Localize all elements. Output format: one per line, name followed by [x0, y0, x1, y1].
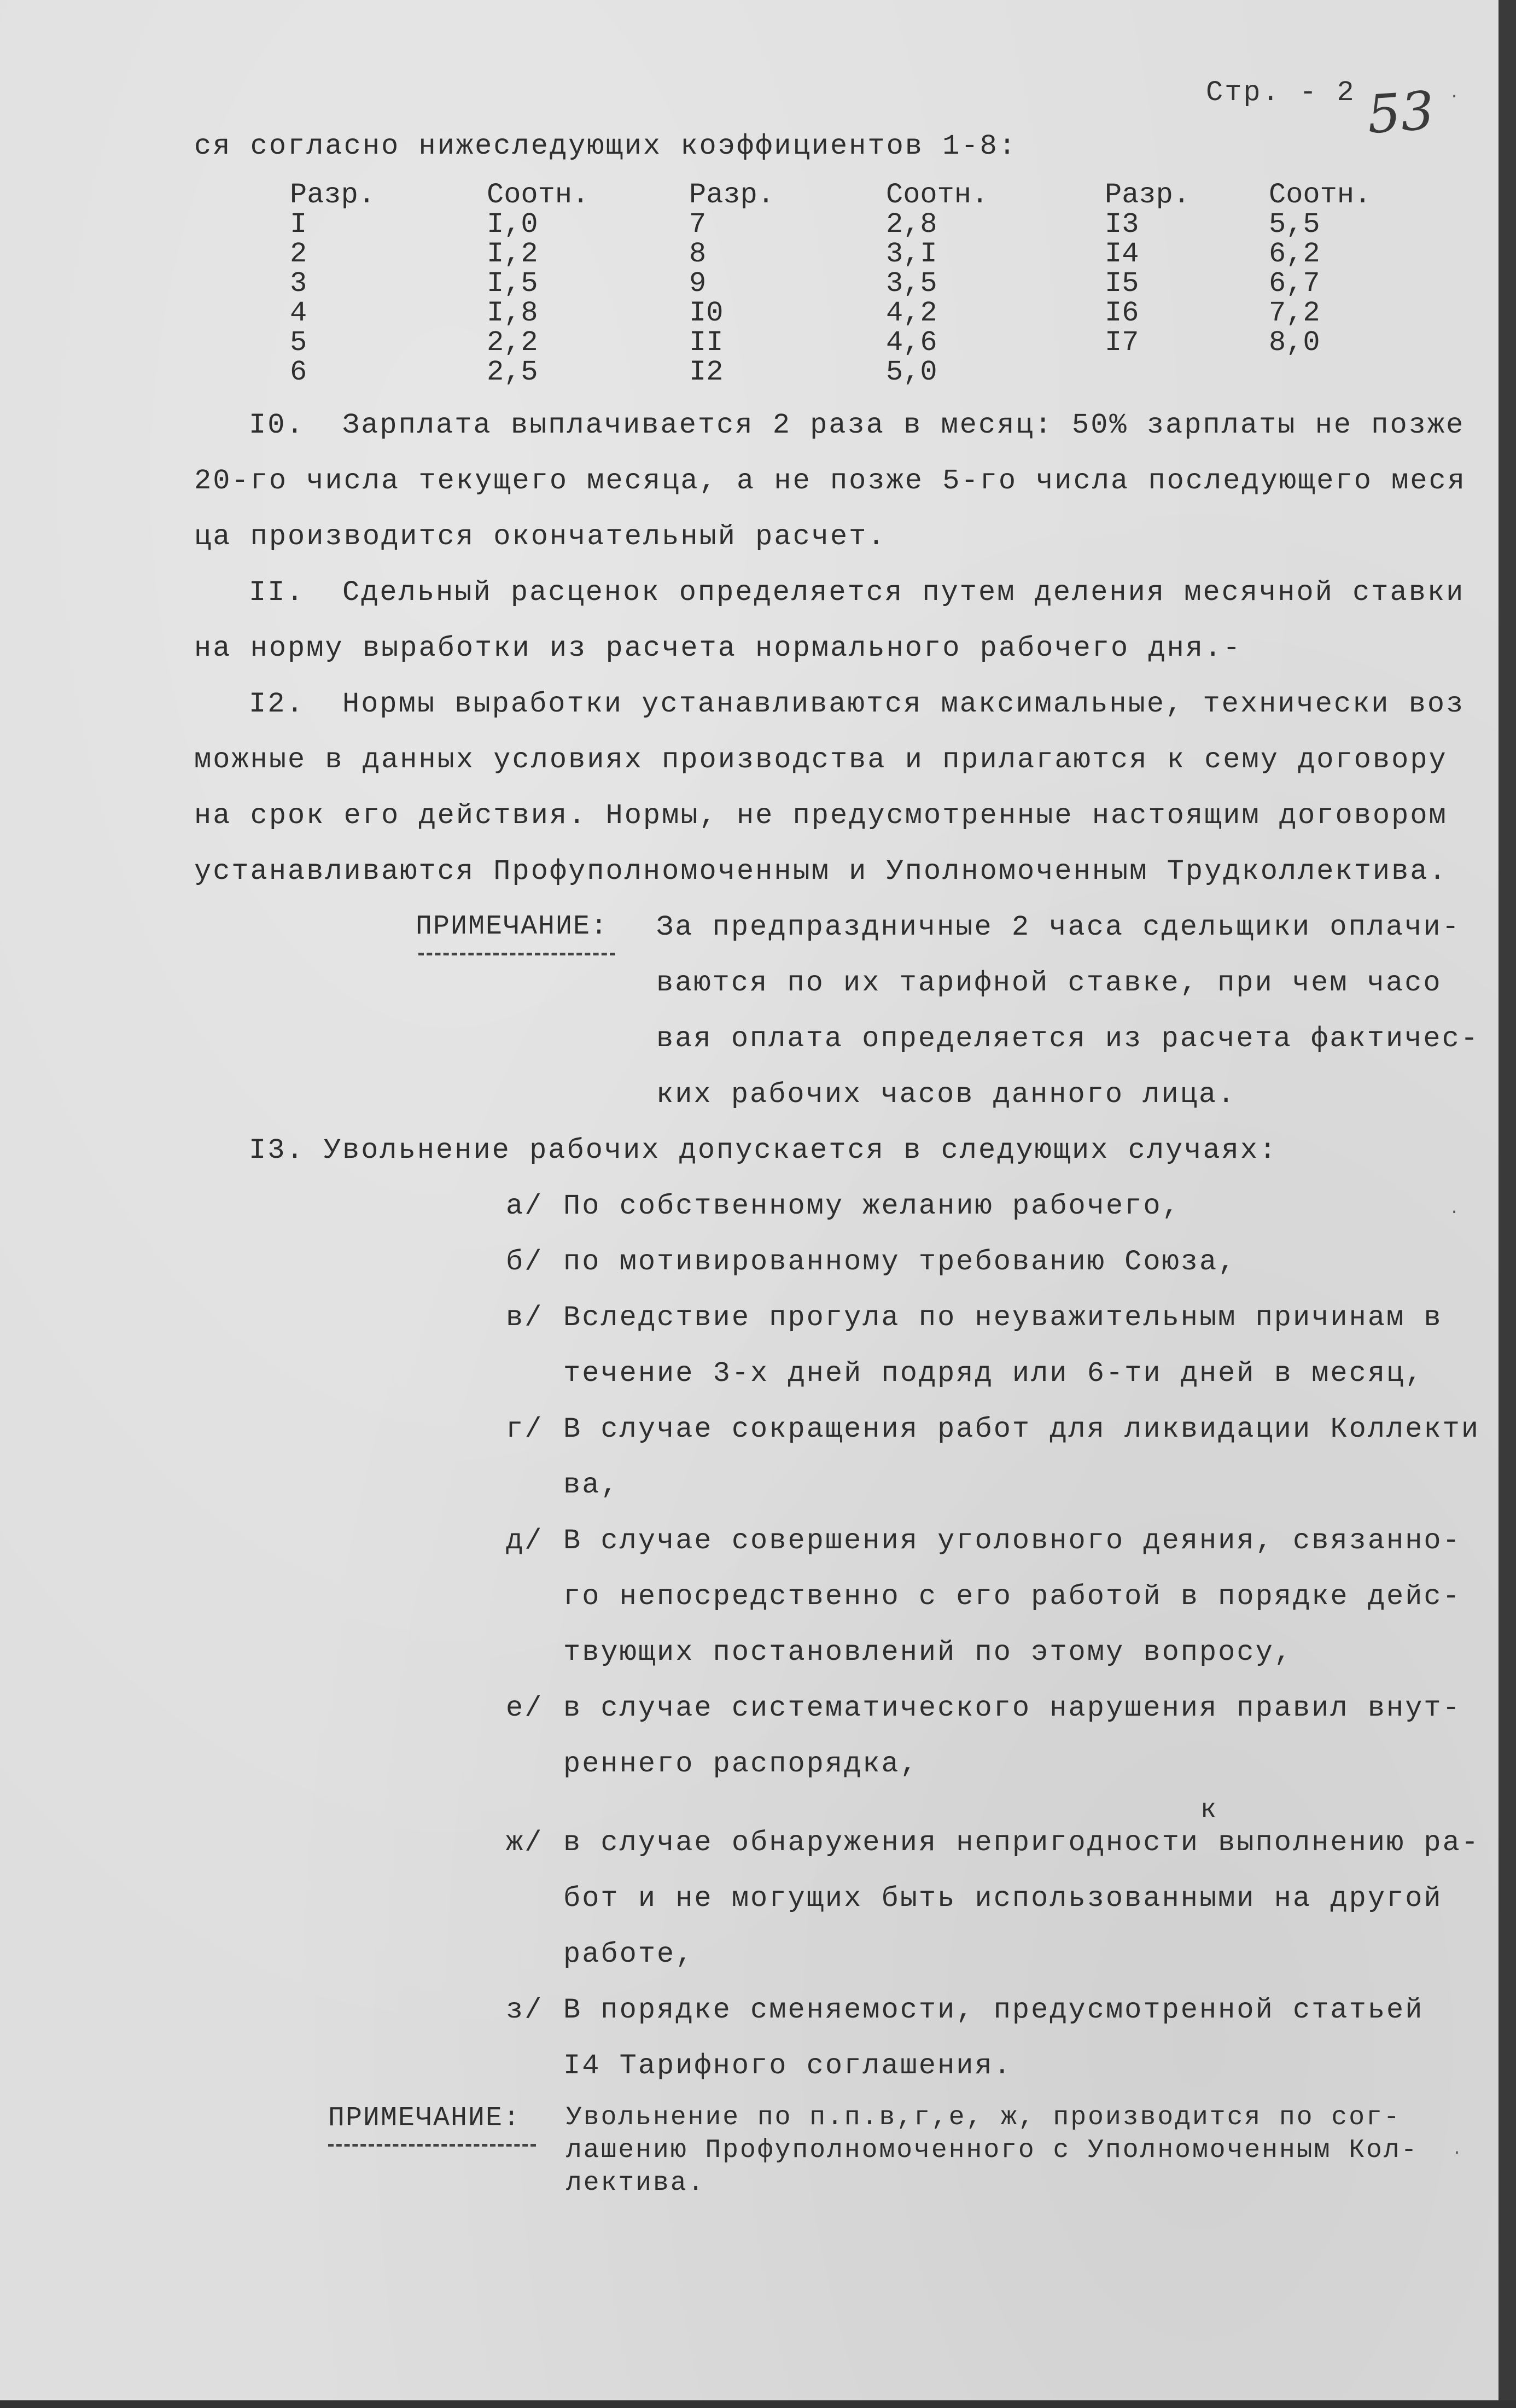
- table-cell: 2,5: [487, 356, 538, 388]
- table-cell: 5: [290, 326, 307, 359]
- col-header-grade: Разр.: [290, 179, 376, 211]
- table-cell: [1105, 358, 1269, 387]
- list-item-marker: е/: [506, 1692, 544, 1724]
- section-13-title: I3. Увольнение рабочих допускается в следующих случаях:: [249, 1134, 1278, 1167]
- list-item-marker: д/: [506, 1525, 544, 1557]
- table-cell: 5,5: [1269, 208, 1320, 241]
- text-line: вая оплата определяется из расчета фактичес-: [656, 1023, 1480, 1055]
- table-cell: 3,5: [886, 267, 937, 300]
- list-item-text: течение 3-х дней подряд или 6-ти дней в месяц,: [563, 1357, 1424, 1390]
- table-cell: 6,2: [1269, 238, 1320, 270]
- text-line: ваются по их тарифной ставке, при чем часо: [656, 967, 1442, 999]
- table-cell: I,8: [487, 297, 538, 329]
- table-cell: I0: [689, 297, 724, 329]
- table-cell: 9: [689, 267, 707, 300]
- table-row: [290, 358, 1378, 387]
- registration-mark: ·: [1452, 2144, 1462, 2162]
- col-header-grade: Разр.: [689, 179, 775, 211]
- note-underline: [328, 2144, 536, 2147]
- table-cell: 8,0: [1269, 326, 1320, 359]
- note-label: ПРИМЕЧАНИЕ:: [328, 2103, 521, 2134]
- table-cell: 3: [290, 267, 307, 300]
- note-underline: [418, 953, 615, 955]
- table-cell: 4,6: [886, 326, 937, 359]
- table-cell: 4: [290, 297, 307, 329]
- registration-mark: ·: [1449, 1203, 1460, 1222]
- list-item-text: Вследствие прогула по неуважительным причинам в: [563, 1302, 1443, 1334]
- text-line: ких рабочих часов данного лица.: [656, 1078, 1237, 1111]
- list-item-text: работе,: [563, 1938, 695, 1970]
- table-cell: II: [689, 326, 724, 359]
- scan-border-right: [1498, 0, 1516, 2408]
- col-header-ratio: Соотн.: [886, 179, 989, 211]
- list-item-marker: з/: [506, 1994, 544, 2026]
- handwritten-insert: к: [1200, 1795, 1218, 1825]
- table-cell: I: [290, 208, 307, 241]
- text-line: на срок его действия. Нормы, не предусмотренные настоящим договором: [194, 800, 1448, 832]
- table-cell: I,2: [487, 238, 538, 270]
- text-line: можные в данных условиях производства и прилагаются к сему договору: [194, 744, 1448, 776]
- text-line: II. Сдельный расценок определяется путем деления месячной ставки: [249, 576, 1465, 609]
- table-row: [290, 210, 1378, 240]
- list-item-text: реннего распорядка,: [563, 1748, 919, 1780]
- list-item-text: По собственному желанию рабочего,: [563, 1190, 1181, 1222]
- text-line: 20-го числа текущего месяца, а не позже 5-го числа последующего меся: [194, 465, 1466, 497]
- list-item-text: твующих постановлений по этому вопросу,: [563, 1636, 1293, 1669]
- table-cell: 2: [290, 238, 307, 270]
- table-cell: I,0: [487, 208, 538, 241]
- table-cell: 4,2: [886, 297, 937, 329]
- text-line: I2. Нормы выработки устанавливаются максимальные, технически воз: [249, 688, 1465, 720]
- table-cell: 2,8: [886, 208, 937, 241]
- table-cell: I3: [1105, 208, 1139, 241]
- page-label: Стр. - 2: [1206, 77, 1356, 109]
- text-line: лектива.: [566, 2168, 705, 2198]
- table-cell: I4: [1105, 238, 1139, 270]
- table-cell: I,5: [487, 267, 538, 300]
- list-item-text: по мотивированному требованию Союза,: [563, 1246, 1237, 1278]
- table-cell: 3,I: [886, 238, 937, 270]
- list-item-text: бот и не могущих быть использованными на другой: [563, 1882, 1443, 1915]
- text-line: устанавливаются Профуполномоченным и Уполномоченным Трудколлектива.: [194, 855, 1448, 888]
- list-item-text: в случае систематического нарушения правил внут-: [563, 1692, 1461, 1724]
- handwritten-page-number: 53: [1365, 79, 1436, 146]
- col-header-ratio: Соотн.: [487, 179, 590, 211]
- table-cell: 7: [689, 208, 707, 241]
- col-header-ratio: Соотн.: [1269, 179, 1372, 211]
- list-item-text: в случае обнаружения непригодности выполнению ра-: [563, 1827, 1480, 1859]
- table-row: [290, 299, 1378, 328]
- table-cell: 8: [689, 238, 707, 270]
- list-item-marker: в/: [506, 1302, 544, 1334]
- table-cell: 7,2: [1269, 297, 1320, 329]
- table-header-row: [290, 180, 1378, 210]
- list-item-marker: б/: [506, 1246, 544, 1278]
- intro-line: ся согласно нижеследующих коэффициентов 1-8:: [194, 130, 1018, 162]
- table-cell: I2: [689, 356, 724, 388]
- list-item-text: В случае сокращения работ для ликвидации Коллекти: [563, 1413, 1480, 1445]
- table-cell: 2,2: [487, 326, 538, 359]
- note-label: ПРИМЕЧАНИЕ:: [416, 911, 609, 942]
- text-line: За предпраздничные 2 часа сдельщики оплачи-: [656, 911, 1461, 943]
- table-cell: 6,7: [1269, 267, 1320, 300]
- table-row: [290, 269, 1378, 299]
- list-item-marker: а/: [506, 1190, 544, 1222]
- text-line: на норму выработки из расчета нормального рабочего дня.-: [194, 632, 1242, 664]
- text-line: лашению Профуполномоченного с Уполномоченным Кол-: [566, 2136, 1419, 2165]
- table-cell: [1269, 358, 1378, 387]
- list-item-marker: ж/: [506, 1827, 544, 1859]
- list-item-text: ва,: [563, 1469, 620, 1501]
- list-item-text: го непосредственно с его работой в порядке дейс-: [563, 1581, 1461, 1613]
- table-row: [290, 328, 1378, 358]
- scan-border-bottom: [0, 2400, 1516, 2408]
- table-row: [290, 240, 1378, 269]
- text-line: Увольнение по п.п.в,г,е, ж, производится по сог-: [566, 2103, 1401, 2132]
- text-line: I0. Зарплата выплачивается 2 раза в месяц: 50% зарплаты не позже: [249, 409, 1465, 441]
- table-cell: I6: [1105, 297, 1139, 329]
- table-cell: 5,0: [886, 356, 937, 388]
- table-cell: 6: [290, 356, 307, 388]
- coefficient-table: [290, 180, 1378, 387]
- list-item-text: В случае совершения уголовного деяния, связанно-: [563, 1525, 1461, 1557]
- list-item-text: I4 Тарифного соглашения.: [563, 2050, 1012, 2082]
- list-item-marker: г/: [506, 1413, 544, 1445]
- table-cell: I5: [1105, 267, 1139, 300]
- text-line: ца производится окончательный расчет.: [194, 521, 887, 553]
- table-cell: I7: [1105, 326, 1139, 359]
- col-header-grade: Разр.: [1105, 179, 1191, 211]
- registration-mark: ·: [1449, 88, 1460, 106]
- list-item-text: В порядке сменяемости, предусмотренной статьей: [563, 1994, 1424, 2026]
